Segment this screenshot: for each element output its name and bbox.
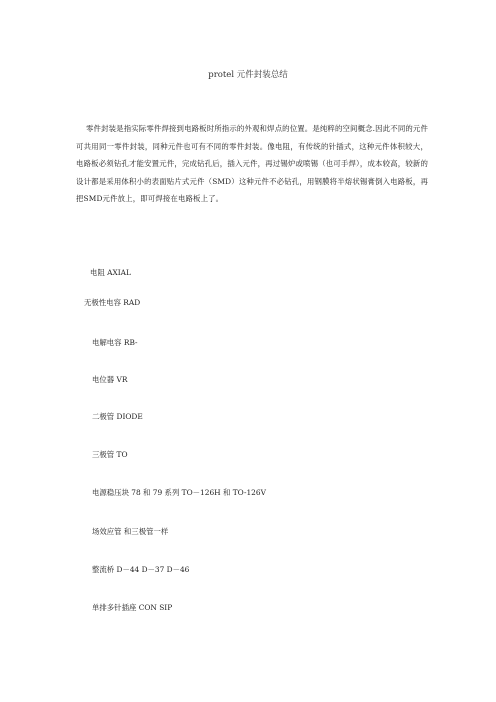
list-item: 二极管 DIODE bbox=[92, 412, 143, 421]
list-item: 整流桥 D－44 D－37 D－46 bbox=[92, 565, 190, 574]
list-item: 无极性电容 RAD bbox=[84, 298, 141, 307]
list-item: 三极管 TO bbox=[92, 450, 128, 459]
list-item: 电解电容 RB- bbox=[92, 338, 138, 347]
list-item: 电源稳压块 78 和 79 系列 TO－126H 和 TO-126V bbox=[92, 488, 266, 497]
list-item: 电位器 VR bbox=[92, 375, 128, 384]
list-item: 场效应管 和三极管一样 bbox=[92, 527, 169, 536]
list-item: 单排多针插座 CON SIP bbox=[92, 603, 173, 612]
document-title: protel 元件封装总结 bbox=[208, 70, 288, 80]
intro-paragraph: 零件封装是指实际零件焊接到电路板时所指示的外观和焊点的位置。是纯粹的空间概念.因此不同的元件可共用同一零件封装，同种元件也可有不同的零件封装。像电阻，有传统的针插式，这种元件体积较大，电路板必须钻孔才能安置元件，完成钻孔后，插入元件，再过锡炉或喷锡（也可手焊），成本较高，较新的设计都是采用体积小的表面贴片式元件（SMD）这种元件不必钻孔，用钢膜将半熔状锡膏倒入电路板，再把SMD元件放上，即可焊接在电路板上了。 bbox=[76, 124, 428, 204]
list-item: 电阻 AXIAL bbox=[90, 268, 131, 277]
